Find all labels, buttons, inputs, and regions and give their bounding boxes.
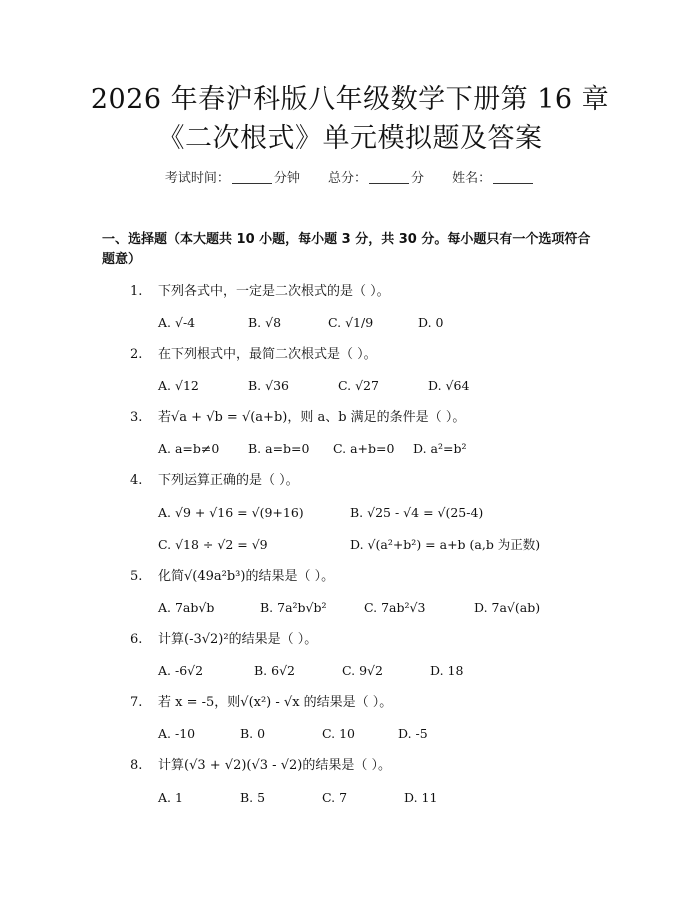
option-b: B. 7a²b√b²	[260, 600, 327, 615]
option-d: D. 11	[404, 790, 438, 805]
option-b: B. √36	[248, 378, 290, 393]
question-number: 6.	[130, 632, 143, 647]
question-number: 8.	[130, 758, 143, 773]
option-a: A. -10	[158, 726, 196, 741]
question-text: 计算(-3√2)²的结果是（ ）。	[158, 632, 318, 647]
exam-meta	[0, 170, 700, 188]
question-text: 若√a + √b = √(a+b)，则 a、b 满足的条件是（ ）。	[158, 410, 466, 425]
question-6-options	[158, 662, 463, 680]
option-c: C. √1/9	[328, 315, 374, 330]
time-field	[165, 170, 300, 188]
option-d: D. 18	[430, 663, 464, 678]
option-c: C. 7ab²√3	[364, 600, 426, 615]
document-title-line1: 2026 年春沪科版八年级数学下册第 16 章	[90, 84, 610, 115]
question-text: 若 x = -5，则√(x²) - √x 的结果是（ ）。	[158, 695, 393, 710]
question-number: 4.	[130, 473, 143, 488]
option-c: C. a+b=0	[333, 441, 395, 456]
question-text: 在下列根式中，最简二次根式是（ ）。	[158, 347, 377, 362]
question-2-options	[158, 377, 469, 395]
option-b: B. √25 - √4 = √(25-4)	[350, 505, 484, 520]
question-1	[130, 283, 390, 301]
option-d: D. -5	[398, 726, 428, 741]
document-title-line2: 《二次根式》单元模拟题及答案	[157, 123, 543, 154]
question-number: 1.	[130, 284, 143, 299]
option-a: A. √9 + √16 = √(9+16)	[158, 505, 304, 520]
option-c: C. 9√2	[342, 663, 383, 678]
question-4-options-row1	[158, 504, 483, 522]
question-number: 5.	[130, 569, 143, 584]
option-d: D. √(a²+b²) = a+b (a,b 为正数)	[350, 537, 541, 552]
time-label: 考试时间：	[164, 171, 230, 186]
option-b: B. a=b=0	[248, 441, 310, 456]
question-8	[130, 757, 391, 775]
option-c: C. 10	[322, 726, 355, 741]
question-4	[130, 472, 299, 490]
option-c: C. 7	[322, 790, 348, 805]
question-text: 计算(√3 + √2)(√3 - √2)的结果是（ ）。	[158, 758, 391, 773]
option-d: D. 7a√(ab)	[474, 600, 541, 615]
question-number: 7.	[130, 695, 143, 710]
name-label: 姓名：	[452, 171, 492, 186]
question-text: 下列运算正确的是（ ）。	[158, 473, 299, 488]
section-heading: 一、选择题（本大题共 10 小题，每小题 3 分，共 30 分。每小题只有一个选项符合题意）	[102, 232, 591, 267]
time-blank	[232, 170, 272, 184]
option-a: A. a=b≠0	[158, 441, 220, 456]
option-b: B. 0	[240, 726, 266, 741]
question-text: 下列各式中，一定是二次根式的是（ ）。	[158, 284, 390, 299]
option-a: A. √-4	[158, 315, 196, 330]
question-5	[130, 568, 334, 586]
question-1-options	[158, 314, 443, 332]
question-number: 3.	[130, 410, 143, 425]
score-blank	[369, 170, 409, 184]
question-8-options	[158, 789, 437, 807]
score-label: 总分：	[327, 171, 367, 186]
score-unit: 分	[411, 171, 425, 186]
question-2	[130, 346, 377, 364]
option-d: D. a²=b²	[413, 441, 467, 456]
option-b: B. 6√2	[254, 663, 296, 678]
name-blank	[493, 170, 533, 184]
option-d: D. 0	[418, 315, 444, 330]
option-a: A. -6√2	[158, 663, 204, 678]
question-4-options-row2	[158, 536, 540, 554]
question-text: 化简√(49a²b³)的结果是（ ）。	[158, 569, 335, 584]
option-b: B. 5	[240, 790, 266, 805]
score-field	[328, 170, 424, 188]
option-c: C. √27	[338, 378, 379, 393]
time-unit: 分钟	[273, 171, 300, 186]
question-3-options	[158, 440, 466, 458]
option-d: D. √64	[428, 378, 470, 393]
option-a: A. 1	[158, 790, 183, 805]
option-b: B. √8	[248, 315, 282, 330]
name-field	[452, 170, 535, 188]
question-7	[130, 694, 392, 712]
option-a: A. √12	[158, 378, 199, 393]
question-7-options	[158, 725, 428, 743]
option-c: C. √18 ÷ √2 = √9	[158, 537, 268, 552]
question-number: 2.	[130, 347, 143, 362]
option-a: A. 7ab√b	[158, 600, 215, 615]
question-6	[130, 631, 317, 649]
question-3	[130, 409, 465, 427]
question-5-options	[158, 599, 540, 617]
